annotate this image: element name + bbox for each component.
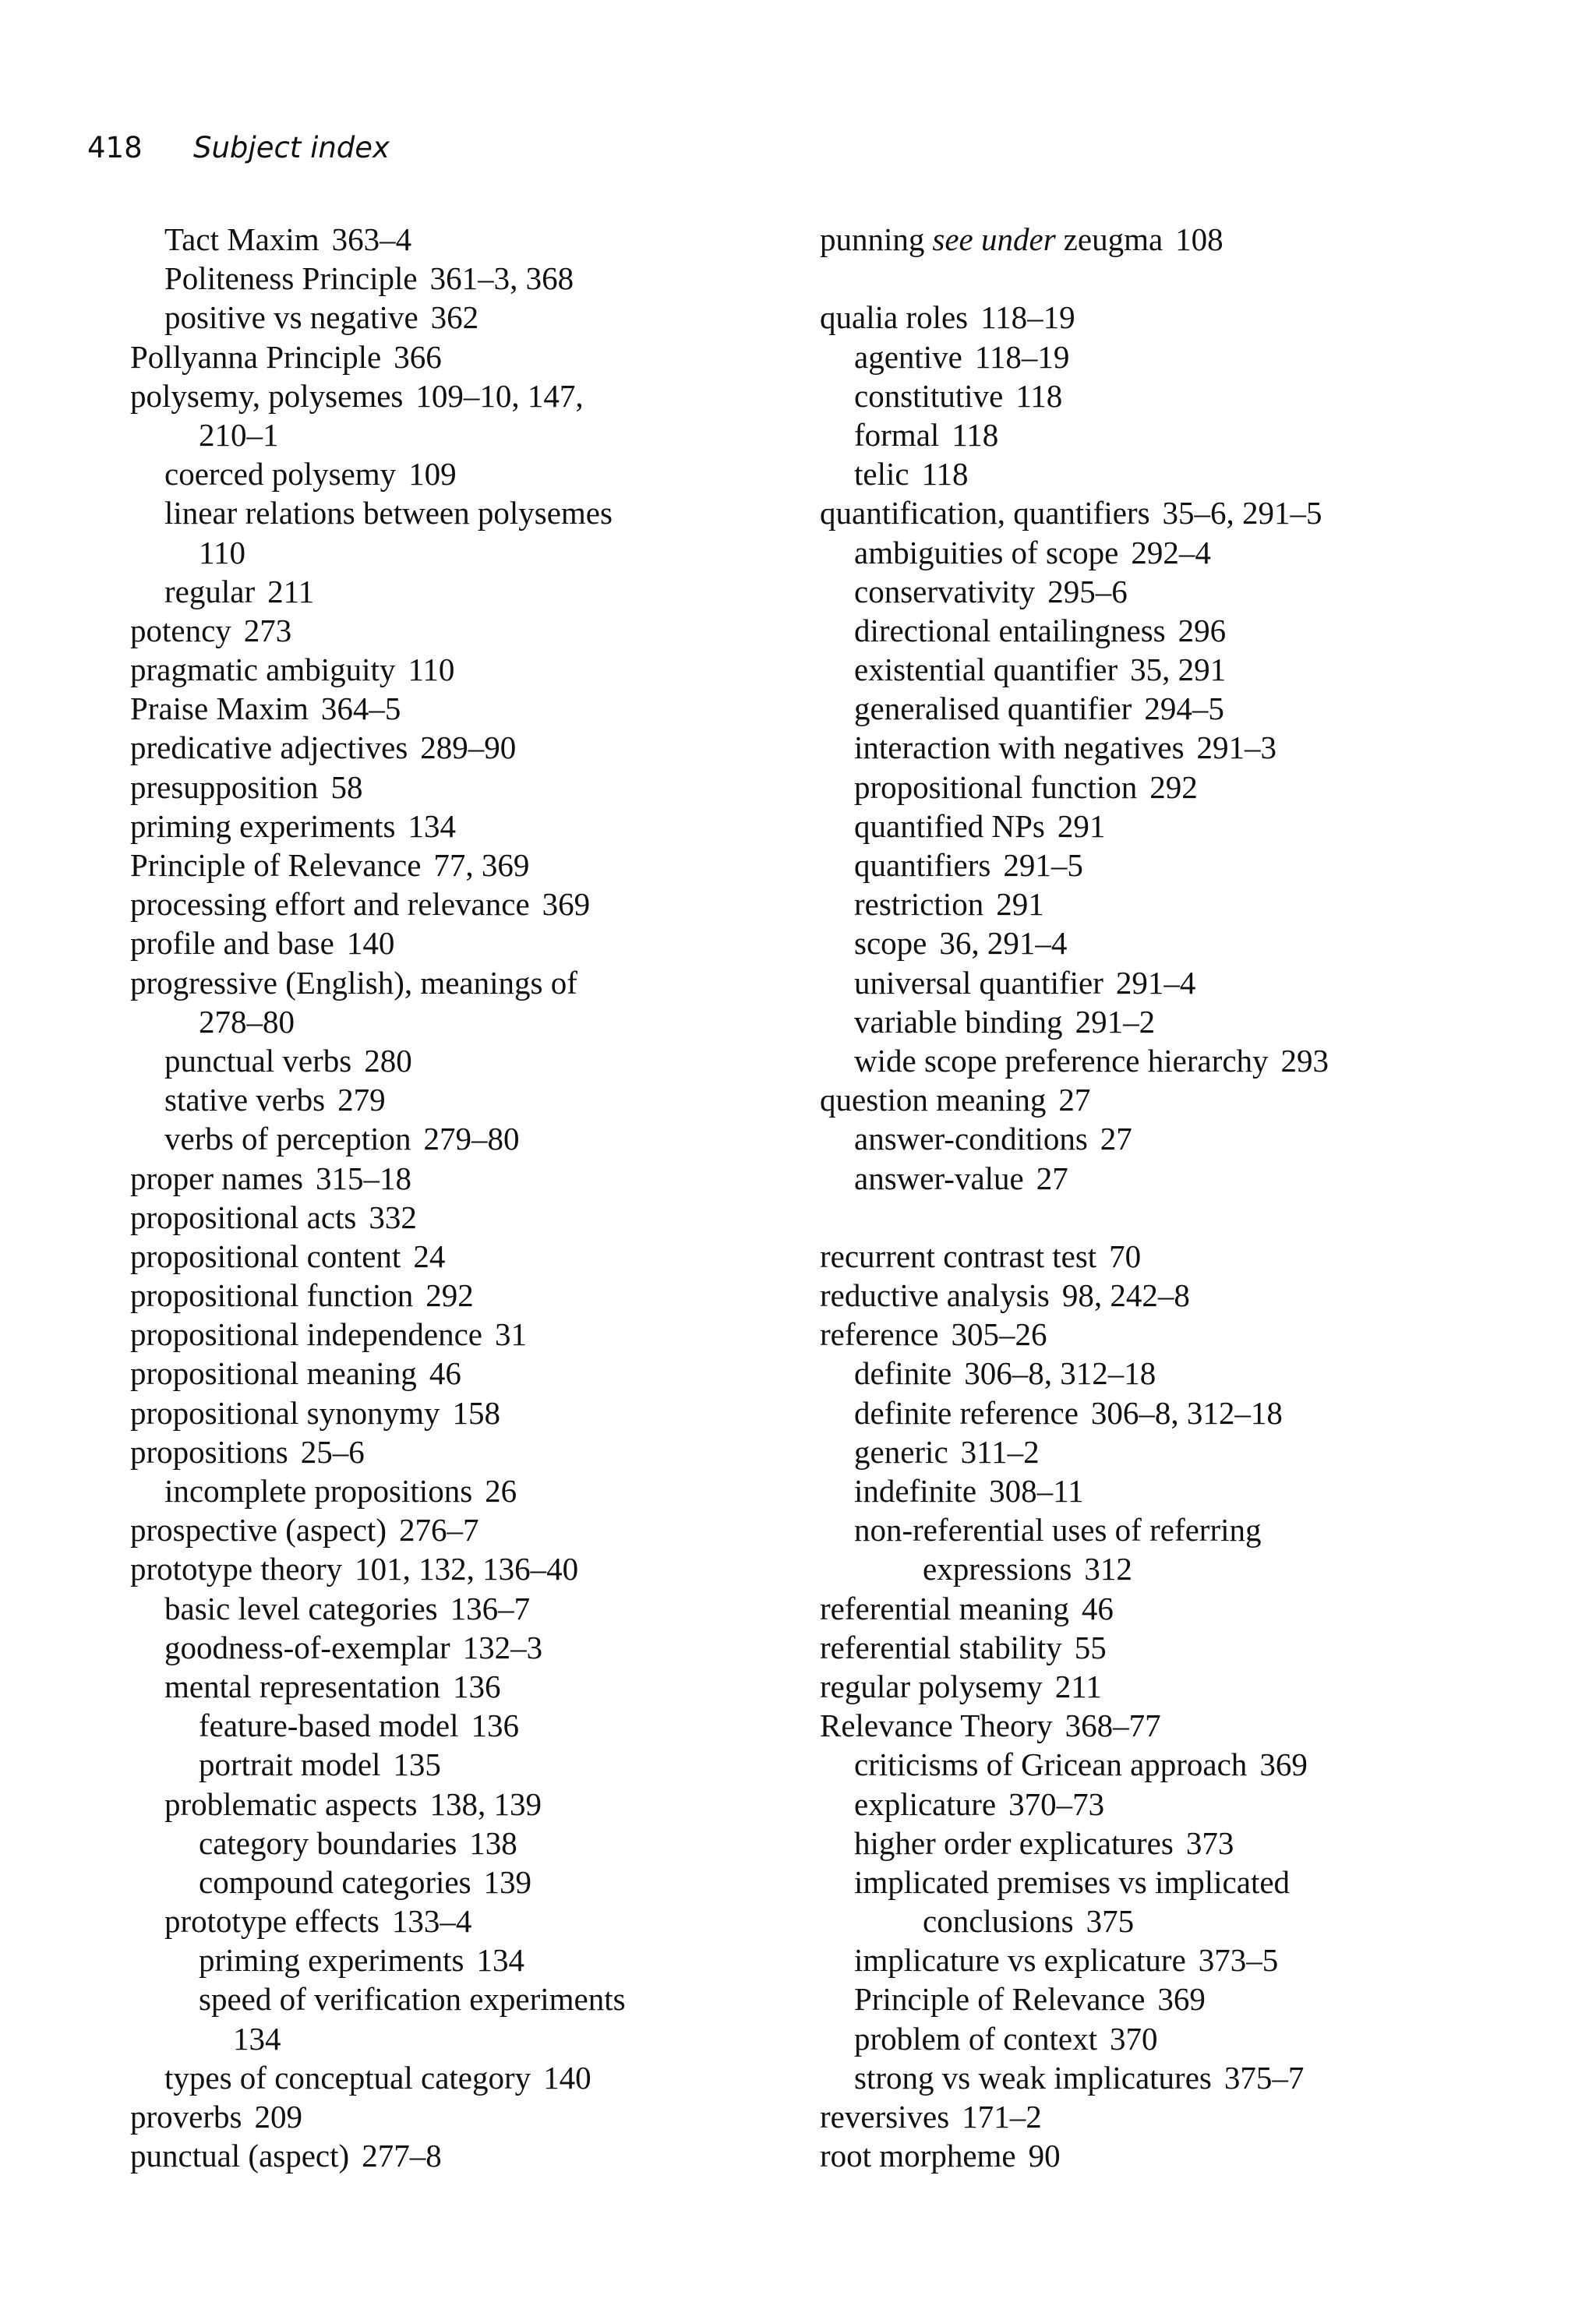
index-entry <box>820 337 1568 376</box>
index-entry <box>820 1315 1568 1354</box>
index-term: Pollyanna Principle <box>130 338 382 375</box>
index-term: constitutive <box>854 377 1004 414</box>
index-entry <box>820 923 1568 962</box>
page-reference: 46 <box>1081 1590 1114 1626</box>
index-term: generic <box>854 1433 948 1470</box>
index-term: conservativity <box>854 573 1036 609</box>
index-term: implicature vs explicature <box>854 1942 1186 1979</box>
index-column-right <box>820 220 1568 2175</box>
index-entry <box>820 1471 1568 1510</box>
index-column-left <box>130 220 816 2175</box>
index-entry <box>130 846 816 885</box>
index-entry <box>130 728 816 767</box>
index-entry <box>130 1706 816 1745</box>
page-reference: 36, 291–4 <box>939 925 1068 962</box>
page-reference: 118 <box>1015 377 1063 414</box>
index-term: punctual (aspect) <box>130 2138 350 2174</box>
index-entry <box>130 1863 816 1902</box>
index-entry <box>820 1237 1568 1276</box>
index-term: quantified NPs <box>854 807 1045 844</box>
index-term: processing effort and relevance <box>130 886 530 923</box>
index-entry <box>130 611 816 650</box>
index-entry <box>130 1902 816 1941</box>
index-entry <box>820 1824 1568 1863</box>
index-entry <box>820 572 1568 611</box>
index-entry <box>130 220 816 259</box>
index-term: question meaning <box>820 1082 1047 1118</box>
index-term: criticisms of Gricean approach <box>854 1746 1248 1783</box>
page-reference: 280 <box>364 1042 412 1079</box>
index-entry <box>130 2136 816 2175</box>
index-entry <box>820 2058 1568 2097</box>
page-reference: 27 <box>1036 1160 1068 1196</box>
index-entry <box>820 1706 1568 1745</box>
page-reference: 27 <box>1058 1082 1091 1118</box>
index-term: telic <box>854 456 909 493</box>
index-entry <box>130 1745 816 1784</box>
index-entry <box>820 689 1568 728</box>
index-term: definite reference <box>854 1394 1079 1431</box>
page-reference: 35, 291 <box>1130 652 1227 688</box>
index-entry <box>130 533 816 572</box>
index-entry <box>820 1667 1568 1706</box>
index-entry <box>130 807 816 846</box>
index-term: reductive analysis <box>820 1277 1050 1314</box>
page-reference: 369 <box>542 886 591 923</box>
index-term: progressive (English), meanings of <box>130 964 577 1001</box>
index-entry <box>130 1667 816 1706</box>
page-reference: 370–73 <box>1008 1785 1105 1822</box>
page-reference: 291 <box>996 886 1044 923</box>
page-reference: 370 <box>1109 2020 1158 2057</box>
index-entry <box>820 1354 1568 1393</box>
page-reference: 366 <box>394 338 442 375</box>
index-term: scope <box>854 925 927 962</box>
page-reference: 291 <box>1057 807 1106 844</box>
index-entry <box>820 220 1568 259</box>
index-entry <box>130 259 816 298</box>
page-reference: 118–19 <box>980 299 1075 336</box>
index-entry <box>820 376 1568 415</box>
page-reference: 35–6, 291–5 <box>1162 495 1322 531</box>
index-entry <box>820 2097 1568 2136</box>
page-reference: 278–80 <box>199 1003 295 1040</box>
index-term: propositional meaning <box>130 1355 417 1392</box>
index-term: agentive <box>854 338 962 375</box>
page-reference: 110 <box>199 534 245 570</box>
index-term: proverbs <box>130 2099 242 2135</box>
page-reference: 133–4 <box>391 1903 472 1940</box>
index-term: reversives <box>820 2099 950 2135</box>
index-entry <box>130 689 816 728</box>
page-reference: 375 <box>1086 1903 1135 1940</box>
index-entry <box>820 1041 1568 1080</box>
index-term: profile and base <box>130 925 334 962</box>
page-reference: 70 <box>1109 1238 1142 1274</box>
page-reference: 110 <box>408 652 455 688</box>
index-entry <box>820 1393 1568 1432</box>
index-term: prototype theory <box>130 1551 343 1587</box>
page-reference: 134 <box>233 2020 281 2057</box>
index-entry <box>130 768 816 807</box>
index-entry <box>130 2019 816 2058</box>
page-reference: 296 <box>1178 612 1227 648</box>
page-reference: 24 <box>413 1238 446 1274</box>
page-number: 418 <box>87 131 143 164</box>
page-reference: 209 <box>254 2099 302 2135</box>
index-term: priming experiments <box>130 807 396 844</box>
index-entry <box>820 1432 1568 1471</box>
page-reference: 90 <box>1028 2138 1061 2174</box>
index-entry <box>130 1315 816 1354</box>
index-entry <box>820 1628 1568 1667</box>
index-term: expressions <box>923 1551 1072 1587</box>
index-term: category boundaries <box>199 1824 457 1861</box>
index-term: strong vs weak implicatures <box>854 2059 1212 2096</box>
index-entry <box>130 1628 816 1667</box>
index-entry <box>130 963 816 1002</box>
page-reference: 294–5 <box>1144 690 1224 727</box>
page-reference: 211 <box>1054 1668 1102 1704</box>
page-reference: 134 <box>408 807 456 844</box>
index-term: prospective (aspect) <box>130 1512 387 1549</box>
page-reference: 308–11 <box>989 1473 1084 1509</box>
index-entry <box>130 572 816 611</box>
index-term: stative verbs <box>164 1082 326 1118</box>
index-entry <box>130 1041 816 1080</box>
see-target: zeugma <box>1063 221 1163 257</box>
page-reference: 132–3 <box>462 1629 543 1665</box>
page-reference: 279–80 <box>423 1121 520 1157</box>
page-reference: 139 <box>483 1863 532 1900</box>
blank-line <box>820 259 1568 298</box>
index-term: propositional acts <box>130 1199 357 1235</box>
index-entry <box>130 923 816 962</box>
index-term: root morpheme <box>820 2138 1016 2174</box>
index-entry <box>820 963 1568 1002</box>
index-entry <box>820 1510 1568 1549</box>
index-term: presupposition <box>130 768 319 805</box>
page-reference: 292 <box>425 1277 474 1314</box>
index-entry <box>820 1276 1568 1315</box>
index-entry <box>820 298 1568 337</box>
running-head <box>87 131 390 170</box>
page-reference: 210–1 <box>199 416 279 453</box>
index-term: Praise Maxim <box>130 690 309 727</box>
index-term: referential meaning <box>820 1590 1069 1626</box>
index-entry <box>130 1979 816 2018</box>
page-reference: 369 <box>1259 1746 1308 1783</box>
index-entry <box>820 728 1568 767</box>
page-reference: 31 <box>495 1316 528 1353</box>
index-entry <box>820 415 1568 454</box>
index-term: quantification, quantifiers <box>820 495 1150 531</box>
page-reference: 291–3 <box>1196 729 1277 766</box>
index-term: propositional content <box>130 1238 401 1274</box>
page-reference: 109–10, 147, <box>415 377 584 414</box>
index-entry <box>130 1276 816 1315</box>
index-entry <box>130 650 816 689</box>
index-term: higher order explicatures <box>854 1824 1174 1861</box>
index-entry <box>130 1354 816 1393</box>
index-term: incomplete propositions <box>164 1473 473 1509</box>
index-entry <box>130 1198 816 1237</box>
page-reference: 315–18 <box>316 1160 411 1196</box>
page-reference: 277–8 <box>362 2138 442 2174</box>
index-term: regular <box>164 573 256 609</box>
page-reference: 77, 369 <box>433 847 530 883</box>
index-term: variable binding <box>854 1003 1063 1040</box>
index-term: Tact Maxim <box>164 221 320 257</box>
page-reference: 211 <box>267 573 315 609</box>
index-term: goodness-of-exemplar <box>164 1629 450 1665</box>
index-term: ambiguities of scope <box>854 534 1119 570</box>
index-term: propositional function <box>854 768 1138 805</box>
index-entry <box>820 1902 1568 1941</box>
index-term: pragmatic ambiguity <box>130 652 396 688</box>
page-reference: 25–6 <box>300 1433 365 1470</box>
index-term: universal quantifier <box>854 964 1103 1001</box>
blank-line <box>820 1198 1568 1237</box>
index-term: regular polysemy <box>820 1668 1043 1704</box>
index-entry <box>130 415 816 454</box>
page-reference: 101, 132, 136–40 <box>355 1551 579 1587</box>
index-entry <box>130 1119 816 1158</box>
index-entry <box>130 1237 816 1276</box>
index-term: interaction with negatives <box>854 729 1185 766</box>
index-term: portrait model <box>199 1746 381 1783</box>
index-entry <box>820 807 1568 846</box>
see-under-reference: see under <box>932 221 1056 257</box>
index-entry <box>130 1510 816 1549</box>
page-reference: 276–7 <box>398 1512 479 1549</box>
index-entry <box>130 2097 816 2136</box>
page-reference: 306–8, 312–18 <box>964 1355 1156 1392</box>
index-term: formal <box>854 416 940 453</box>
page-reference: 138 <box>469 1824 517 1861</box>
index-term: quantifiers <box>854 847 991 883</box>
index-entry <box>820 768 1568 807</box>
index-term: reference <box>820 1316 939 1353</box>
page-reference: 295–6 <box>1047 573 1128 609</box>
index-entry <box>130 454 816 493</box>
index-entry <box>130 1549 816 1588</box>
index-term: compound categories <box>199 1863 471 1900</box>
index-term: referential stability <box>820 1629 1062 1665</box>
index-term: qualia roles <box>820 299 969 336</box>
index-entry <box>820 885 1568 923</box>
page-reference: 138, 139 <box>429 1785 542 1822</box>
page-reference: 171–2 <box>962 2099 1042 2135</box>
page-reference: 55 <box>1074 1629 1107 1665</box>
page-reference: 136–7 <box>450 1590 531 1626</box>
index-term: answer-conditions <box>854 1121 1088 1157</box>
page-reference: 373 <box>1185 1824 1234 1861</box>
running-title: Subject index <box>193 131 390 164</box>
page-reference: 369 <box>1157 1981 1206 2018</box>
index-entry <box>130 885 816 923</box>
index-term: propositions <box>130 1433 288 1470</box>
page-reference: 46 <box>429 1355 461 1392</box>
index-term: Politeness Principle <box>164 260 418 297</box>
index-term: non-referential uses of referring <box>854 1512 1262 1549</box>
index-term: feature-based model <box>199 1707 459 1744</box>
page-reference: 108 <box>1175 221 1223 257</box>
index-entry <box>130 298 816 337</box>
index-entry <box>820 2136 1568 2175</box>
index-term: types of conceptual category <box>164 2059 531 2096</box>
index-entry <box>130 1589 816 1628</box>
page-reference: 27 <box>1100 1121 1132 1157</box>
index-entry <box>130 376 816 415</box>
page-reference: 158 <box>452 1394 500 1431</box>
index-entry <box>820 533 1568 572</box>
index-term: Principle of Relevance <box>854 1981 1146 2018</box>
page-reference: 273 <box>243 612 292 648</box>
index-term: propositional synonymy <box>130 1394 440 1431</box>
index-term: priming experiments <box>199 1942 464 1979</box>
page-reference: 140 <box>543 2059 591 2096</box>
page-reference: 368–77 <box>1065 1707 1161 1744</box>
page-reference: 26 <box>485 1473 517 1509</box>
index-term: punning <box>820 221 925 257</box>
page-reference: 291–5 <box>1003 847 1083 883</box>
index-term: indefinite <box>854 1473 977 1509</box>
index-entry <box>820 1863 1568 1902</box>
page-reference: 292–4 <box>1131 534 1211 570</box>
page-reference: 361–3, 368 <box>429 260 574 297</box>
index-entry <box>130 1002 816 1041</box>
page-reference: 306–8, 312–18 <box>1090 1394 1283 1431</box>
index-term: Principle of Relevance <box>130 847 422 883</box>
page-reference: 312 <box>1084 1551 1132 1587</box>
page-reference: 291–2 <box>1075 1003 1156 1040</box>
index-term: generalised quantifier <box>854 690 1132 727</box>
index-entry <box>820 1159 1568 1198</box>
page-reference: 118–19 <box>974 338 1070 375</box>
index-entry <box>820 1979 1568 2018</box>
index-term: polysemy, polysemes <box>130 377 404 414</box>
index-entry <box>820 650 1568 689</box>
index-term: existential quantifier <box>854 652 1118 688</box>
page-reference: 362 <box>430 299 479 336</box>
index-term: predicative adjectives <box>130 729 408 766</box>
index-entry <box>820 1549 1568 1588</box>
index-entry <box>130 1080 816 1119</box>
index-entry <box>130 1785 816 1824</box>
index-term: problem of context <box>854 2020 1097 2057</box>
page-reference: 98, 242–8 <box>1061 1277 1190 1314</box>
index-entry <box>820 1941 1568 1979</box>
index-term: restriction <box>854 886 984 923</box>
page-reference: 364–5 <box>320 690 401 727</box>
index-term: answer-value <box>854 1160 1024 1196</box>
page-reference: 58 <box>330 768 363 805</box>
index-term: mental representation <box>164 1668 441 1704</box>
page-reference: 289–90 <box>420 729 517 766</box>
index-entry <box>820 846 1568 885</box>
index-entry <box>130 1941 816 1979</box>
page-reference: 305–26 <box>951 1316 1047 1353</box>
page-reference: 292 <box>1149 768 1198 805</box>
index-entry <box>130 1393 816 1432</box>
page-reference: 311–2 <box>960 1433 1040 1470</box>
index-entry <box>820 2019 1568 2058</box>
index-entry <box>130 337 816 376</box>
index-entry <box>820 493 1568 532</box>
index-term: problematic aspects <box>164 1785 418 1822</box>
page-reference: 373–5 <box>1198 1942 1279 1979</box>
index-term: prototype effects <box>164 1903 380 1940</box>
index-term: linear relations between polysemes <box>164 495 613 531</box>
index-term: propositional function <box>130 1277 414 1314</box>
page-reference: 279 <box>337 1082 386 1118</box>
index-term: recurrent contrast test <box>820 1238 1097 1274</box>
index-term: propositional independence <box>130 1316 483 1353</box>
index-term: potency <box>130 612 231 648</box>
index-entry <box>130 1824 816 1863</box>
index-term: implicated premises vs implicated <box>854 1863 1291 1900</box>
index-entry <box>820 1589 1568 1628</box>
page-reference: 118 <box>921 456 969 493</box>
index-entry <box>130 1471 816 1510</box>
index-entry <box>820 1785 1568 1824</box>
index-term: punctual verbs <box>164 1042 352 1079</box>
index-entry <box>820 1745 1568 1784</box>
page-reference: 363–4 <box>331 221 412 257</box>
page-reference: 136 <box>453 1668 501 1704</box>
index-term: speed of verification experiments <box>199 1981 626 2018</box>
index-term: definite <box>854 1355 952 1392</box>
index-term: conclusions <box>923 1903 1074 1940</box>
page-reference: 293 <box>1280 1042 1329 1079</box>
page-reference: 375–7 <box>1223 2059 1305 2096</box>
index-entry <box>820 1080 1568 1119</box>
index-term: directional entailingness <box>854 612 1166 648</box>
index-term: Relevance Theory <box>820 1707 1053 1744</box>
index-entry <box>130 2058 816 2097</box>
index-entry <box>820 1119 1568 1158</box>
page-reference: 109 <box>408 456 457 493</box>
index-term: verbs of perception <box>164 1121 411 1157</box>
page-reference: 118 <box>952 416 999 453</box>
index-entry <box>820 454 1568 493</box>
page-reference: 332 <box>369 1199 417 1235</box>
index-term: wide scope preference hierarchy <box>854 1042 1269 1079</box>
index-term: proper names <box>130 1160 303 1196</box>
index-term: coerced polysemy <box>164 456 397 493</box>
page-reference: 136 <box>471 1707 520 1744</box>
page-reference: 135 <box>393 1746 441 1783</box>
index-entry <box>820 611 1568 650</box>
page-reference: 140 <box>346 925 395 962</box>
index-term: positive vs negative <box>164 299 418 336</box>
index-term: basic level categories <box>164 1590 438 1626</box>
index-entry <box>130 1159 816 1198</box>
index-term: explicature <box>854 1785 997 1822</box>
index-entry <box>130 493 816 532</box>
index-entry <box>130 1432 816 1471</box>
index-entry <box>820 1002 1568 1041</box>
page-reference: 134 <box>476 1942 524 1979</box>
page-reference: 291–4 <box>1115 964 1196 1001</box>
